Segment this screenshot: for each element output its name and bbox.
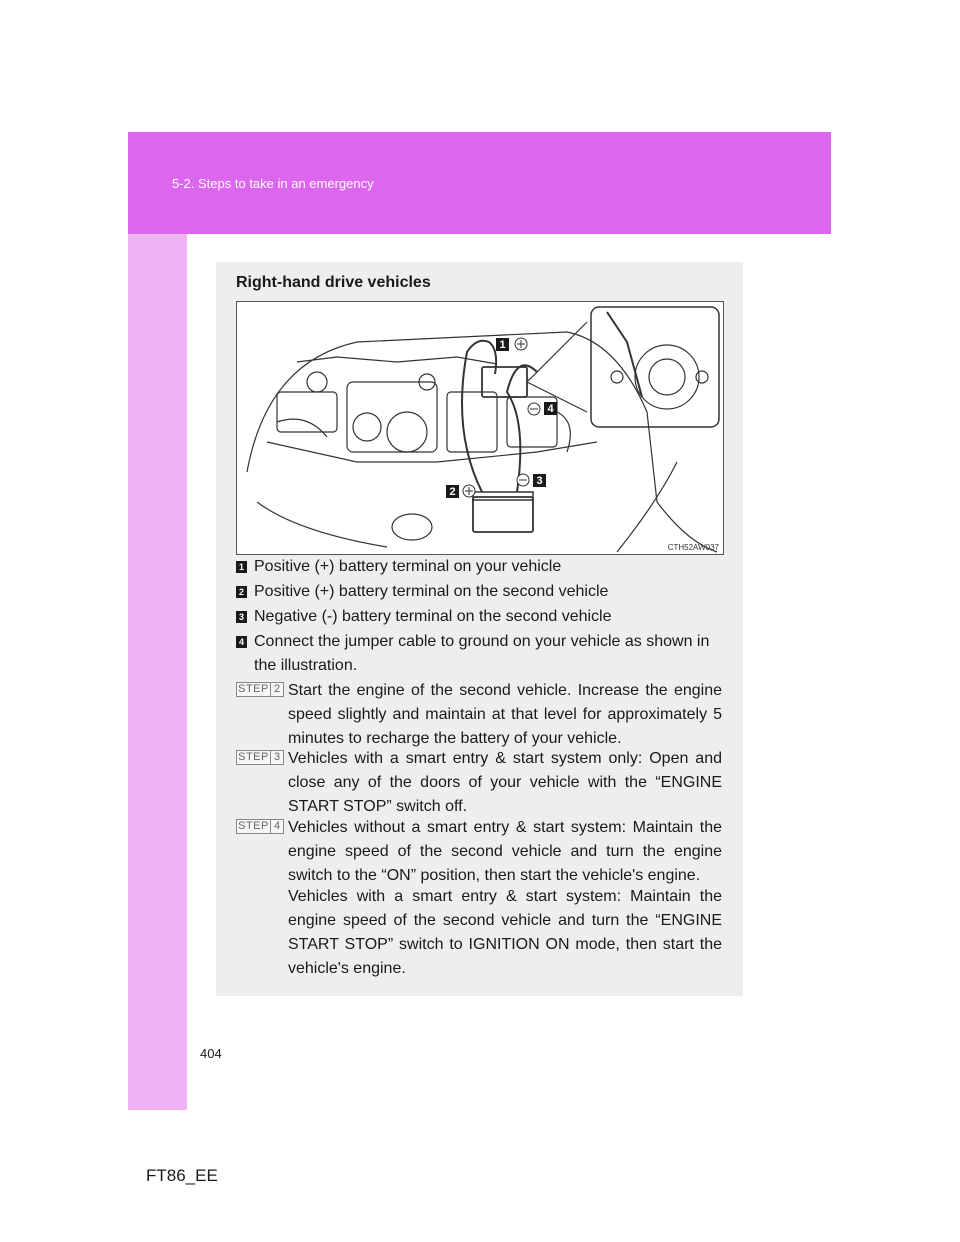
item-number: 2 [236,586,247,598]
section-title: 5-2. Steps to take in an emergency [172,176,374,191]
callout-1 [496,338,527,351]
page-number: 404 [200,1046,222,1061]
list-item [236,555,722,579]
step-badge: STEP 4 [236,819,284,834]
list-item [236,630,722,678]
svg-text:4: 4 [547,403,554,415]
list-item [236,580,722,604]
svg-text:1: 1 [499,339,506,351]
item-number: 3 [236,611,247,623]
model-code: FT86_EE [146,1166,218,1185]
engine-bay-illustration [236,301,724,555]
figure-code: CTH52AW037 [667,543,719,552]
panel-title: Right-hand drive vehicles [236,274,431,291]
step-text: Vehicles with a smart entry & start system only: Open and close any of the doors of your vehicle with the “ENGINE START STOP” switch off. [288,750,722,815]
step-text: Vehicles without a smart entry & start system: Maintain the engine speed of the second vehicle and turn the engine switch to the “ON” position, then start the vehicle's engine. [288,819,722,884]
engine-bay-drawing [247,307,719,552]
item-text: Positive (+) battery terminal on your vehicle [254,558,562,575]
list-item [236,605,722,629]
callout-4 [528,402,557,415]
step-text: Start the engine of the second vehicle. Increase the engine speed slightly and maintain at that level for approximately 5 minutes to recharge the battery of your vehicle. [288,682,722,747]
item-text: Positive (+) battery terminal on the second vehicle [254,583,609,600]
callout-2 [446,485,475,498]
extra-paragraph: Vehicles with a smart entry & start system: Maintain the engine speed of the second vehicle and turn the “ENGINE START STOP” switch to IGNITION ON mode, then start the vehicle's engine. [288,888,722,977]
step-badge: STEP 3 [236,750,284,765]
step-badge: STEP 2 [236,682,284,697]
callout-3 [517,474,546,487]
item-text: Negative (-) battery terminal on the second vehicle [254,608,612,625]
sidebar-band [128,132,187,1110]
svg-text:3: 3 [536,475,543,487]
step-block [236,679,722,751]
svg-text:2: 2 [449,486,456,498]
item-text: Connect the jumper cable to ground on your vehicle as shown in the illustration. [254,633,710,674]
step-block [236,816,722,888]
step-block [236,747,722,819]
item-number: 4 [236,636,247,648]
item-number: 1 [236,561,247,573]
